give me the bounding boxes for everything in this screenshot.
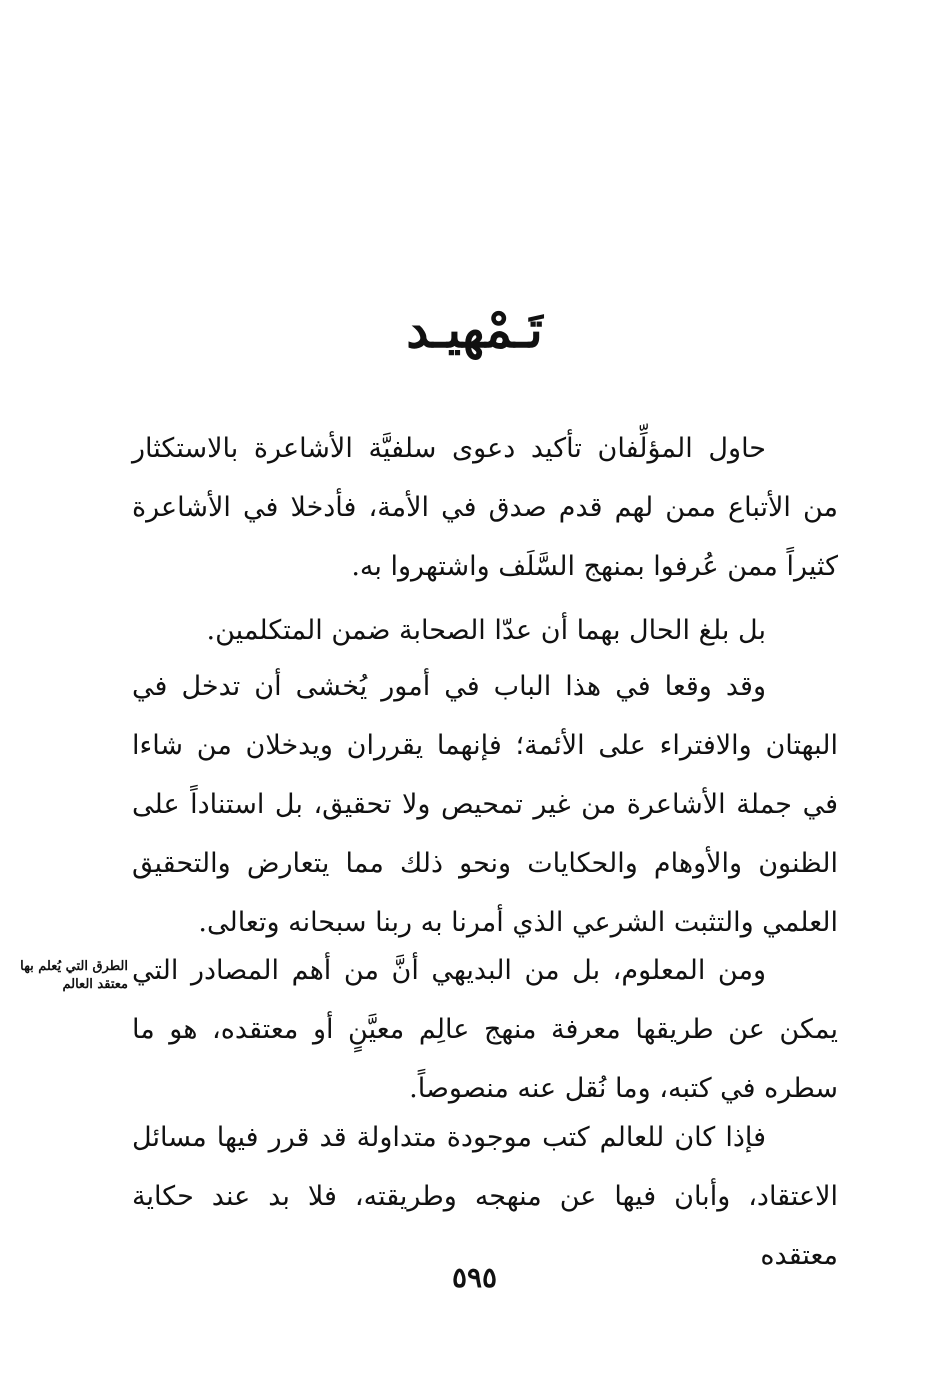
margin-note: الطرق التي يُعلم بها معتقد العالم	[20, 959, 128, 992]
paragraph-3: وقد وقعا في هذا الباب في أمور يُخشى أن تدخل في البهتان والافتراء على الأئمة؛ فإنهما يقرران ويدخلان من شاءا في جملة الأشاعرة من غير تمحيص ولا تحقيق، بل استناداً على الظنون والأوهام والحكايات ونحو ذلك مما يتعارض والتحقيق العلمي والتثبت الشرعي الذي أمرنا به ربنا سبحانه وتعالى.	[132, 671, 838, 938]
paragraph-5: فإذا كان للعالم كتب موجودة متداولة قد قرر فيها مسائل الاعتقاد، وأبان فيها عن منهجه وطريقته، فلا بد عند حكاية معتقده	[132, 1122, 838, 1271]
paragraph-1: حاول المؤلِّفان تأكيد دعوى سلفيَّة الأشاعرة بالاستكثار من الأتباع ممن لهم قدم صدق في الأمة، فأدخلا في الأشاعرة كثيراً ممن عُرفوا بمنهج السَّلَف واشتهروا به.	[132, 433, 838, 582]
paragraph-4: ومن المعلوم، بل من البديهي أنَّ من أهم المصادر التي يمكن عن طريقها معرفة منهج عالِم معيَّنٍ أو معتقده، هو ما سطره في كتبه، وما نُقل عنه منصوصاً.	[132, 955, 838, 1104]
paragraph-2: بل بلغ الحال بهما أن عدّا الصحابة ضمن المتكلمين.	[206, 615, 766, 646]
page-title: تَـمْهيـد	[406, 300, 543, 359]
page-number: ٥٩٥	[451, 1261, 498, 1294]
